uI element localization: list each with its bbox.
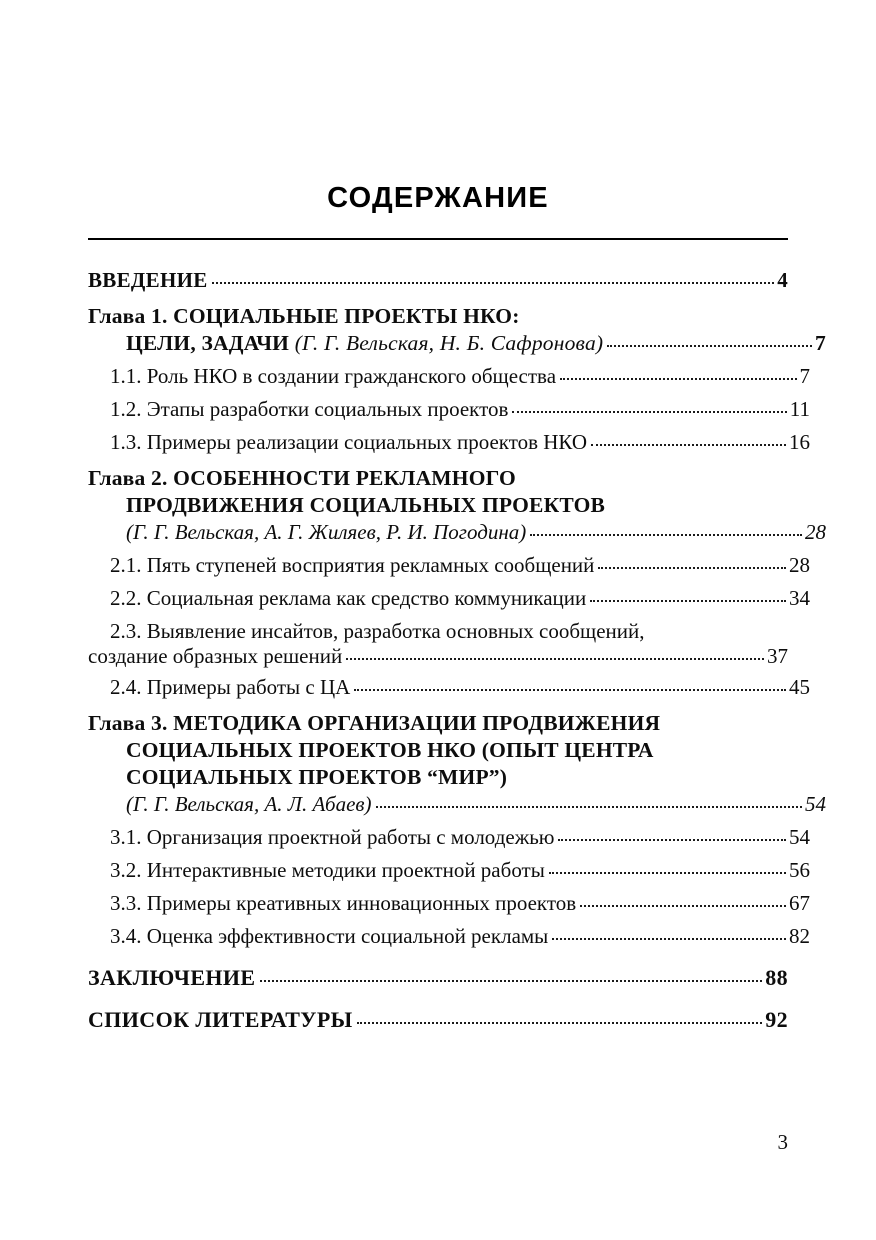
toc-entry-page: 34	[789, 586, 810, 610]
toc-entry-title-line1: Глава 3. МЕТОДИКА ОРГАНИЗАЦИИ ПРОДВИЖЕНИЯ	[88, 711, 661, 735]
dot-leader	[260, 980, 763, 982]
dot-leader	[357, 1022, 763, 1024]
toc-entry-authors: (Г. Г. Вельская, А. Л. Абаев)	[126, 792, 372, 816]
dot-leader	[376, 806, 803, 808]
toc-entry-title-line3: СОЦИАЛЬНЫХ ПРОЕКТОВ “МИР”)	[126, 765, 508, 789]
toc-entry-title-line2: ЦЕЛИ, ЗАДАЧИ	[126, 331, 295, 355]
dot-leader	[530, 534, 802, 536]
dot-leader	[607, 345, 812, 347]
dot-leader	[598, 567, 786, 569]
title-divider	[88, 238, 788, 240]
dot-leader	[591, 444, 786, 446]
toc-entry-section-1-1[interactable]	[88, 358, 810, 389]
toc-entry-title-line1: 2.3. Выявление инсайтов, разработка основных сообщений,	[110, 619, 645, 643]
toc-entry-page: 54	[789, 825, 810, 849]
dot-leader	[560, 378, 796, 380]
toc-entry-page: 82	[789, 924, 810, 948]
toc-entry-title: 2.2. Социальная реклама как средство коммуникации	[110, 586, 587, 610]
toc-entry-page: 11	[789, 397, 810, 421]
toc-entry-page: 45	[789, 675, 810, 699]
toc-entry-title-line2: создание образных решений	[88, 644, 343, 668]
toc-entry-title: СПИСОК ЛИТЕРАТУРЫ	[88, 1007, 353, 1032]
dot-leader	[212, 282, 775, 284]
toc-entry-title: 3.4. Оценка эффективности социальной рекламы	[110, 924, 549, 948]
page-folio: 3	[777, 1130, 788, 1154]
toc-entry-chapter-2[interactable]	[88, 457, 826, 545]
toc-entry-page: 16	[789, 430, 810, 454]
toc-entry-title: 2.4. Примеры работы с ЦА	[110, 675, 351, 699]
toc-entry-title: 3.3. Примеры креативных инновационных проектов	[110, 891, 577, 915]
toc-entry-page: 7	[815, 331, 826, 355]
toc-entry-section-2-1[interactable]	[88, 547, 810, 578]
toc-entry-page: 88	[765, 965, 788, 990]
toc-entry-introduction[interactable]	[88, 262, 788, 293]
dot-leader	[354, 689, 786, 691]
toc-entry-section-3-3[interactable]	[88, 885, 810, 916]
toc-entry-page: 54	[805, 792, 826, 816]
toc-entry-title: 1.2. Этапы разработки социальных проектов	[110, 397, 509, 421]
toc-entry-authors: (Г. Г. Вельская, А. Г. Жиляев, Р. И. Погодина)	[126, 520, 527, 544]
toc-entry-section-2-4[interactable]	[88, 669, 810, 700]
toc-entry-page: 4	[777, 268, 788, 292]
dot-leader	[552, 938, 786, 940]
toc-entry-chapter-3[interactable]	[88, 702, 826, 817]
toc-entry-page: 56	[789, 858, 810, 882]
toc-entry-page: 28	[789, 553, 810, 577]
toc-entry-page: 37	[767, 644, 788, 668]
table-of-contents	[88, 262, 826, 1035]
toc-entry-title-line2: СОЦИАЛЬНЫХ ПРОЕКТОВ НКО (ОПЫТ ЦЕНТРА	[126, 738, 654, 762]
toc-entry-conclusion[interactable]	[88, 951, 788, 991]
toc-entry-section-3-1[interactable]	[88, 819, 810, 850]
dot-leader	[346, 658, 764, 660]
toc-entry-page: 92	[765, 1007, 788, 1032]
toc-entry-title-line1: Глава 2. ОСОБЕННОСТИ РЕКЛАМНОГО	[88, 466, 516, 490]
toc-entry-title-line2: ПРОДВИЖЕНИЯ СОЦИАЛЬНЫХ ПРОЕКТОВ	[126, 493, 606, 517]
toc-entry-title: 2.1. Пять ступеней восприятия рекламных сообщений	[110, 553, 595, 577]
toc-entry-section-2-3[interactable]	[88, 613, 788, 669]
dot-leader	[590, 600, 786, 602]
toc-entry-title-line1: Глава 1. СОЦИАЛЬНЫЕ ПРОЕКТЫ НКО:	[88, 304, 520, 328]
toc-entry-section-3-4[interactable]	[88, 918, 810, 949]
toc-entry-section-1-2[interactable]	[88, 391, 810, 422]
toc-entry-chapter-1[interactable]	[88, 295, 826, 356]
toc-entry-page: 28	[805, 520, 826, 544]
toc-entry-section-1-3[interactable]	[88, 424, 810, 455]
toc-entry-title: 1.1. Роль НКО в создании гражданского общества	[110, 364, 557, 388]
toc-entry-title: 3.2. Интерактивные методики проектной работы	[110, 858, 545, 882]
dot-leader	[512, 411, 786, 413]
page-title: СОДЕРЖАНИЕ	[327, 182, 549, 214]
toc-entry-title: ЗАКЛЮЧЕНИЕ	[88, 965, 256, 990]
toc-entry-title: 1.3. Примеры реализации социальных проектов НКО	[110, 430, 588, 454]
toc-entry-section-3-2[interactable]	[88, 852, 810, 883]
dot-leader	[549, 872, 786, 874]
toc-entry-references[interactable]	[88, 993, 788, 1033]
toc-entry-page: 7	[799, 364, 810, 388]
toc-entry-page: 67	[789, 891, 810, 915]
dot-leader	[558, 839, 786, 841]
toc-entry-section-2-2[interactable]	[88, 580, 810, 611]
toc-entry-authors: (Г. Г. Вельская, Н. Б. Сафронова)	[294, 331, 604, 355]
dot-leader	[580, 905, 786, 907]
toc-entry-title: ВВЕДЕНИЕ	[88, 268, 208, 292]
toc-entry-title: 3.1. Организация проектной работы с молодежью	[110, 825, 555, 849]
